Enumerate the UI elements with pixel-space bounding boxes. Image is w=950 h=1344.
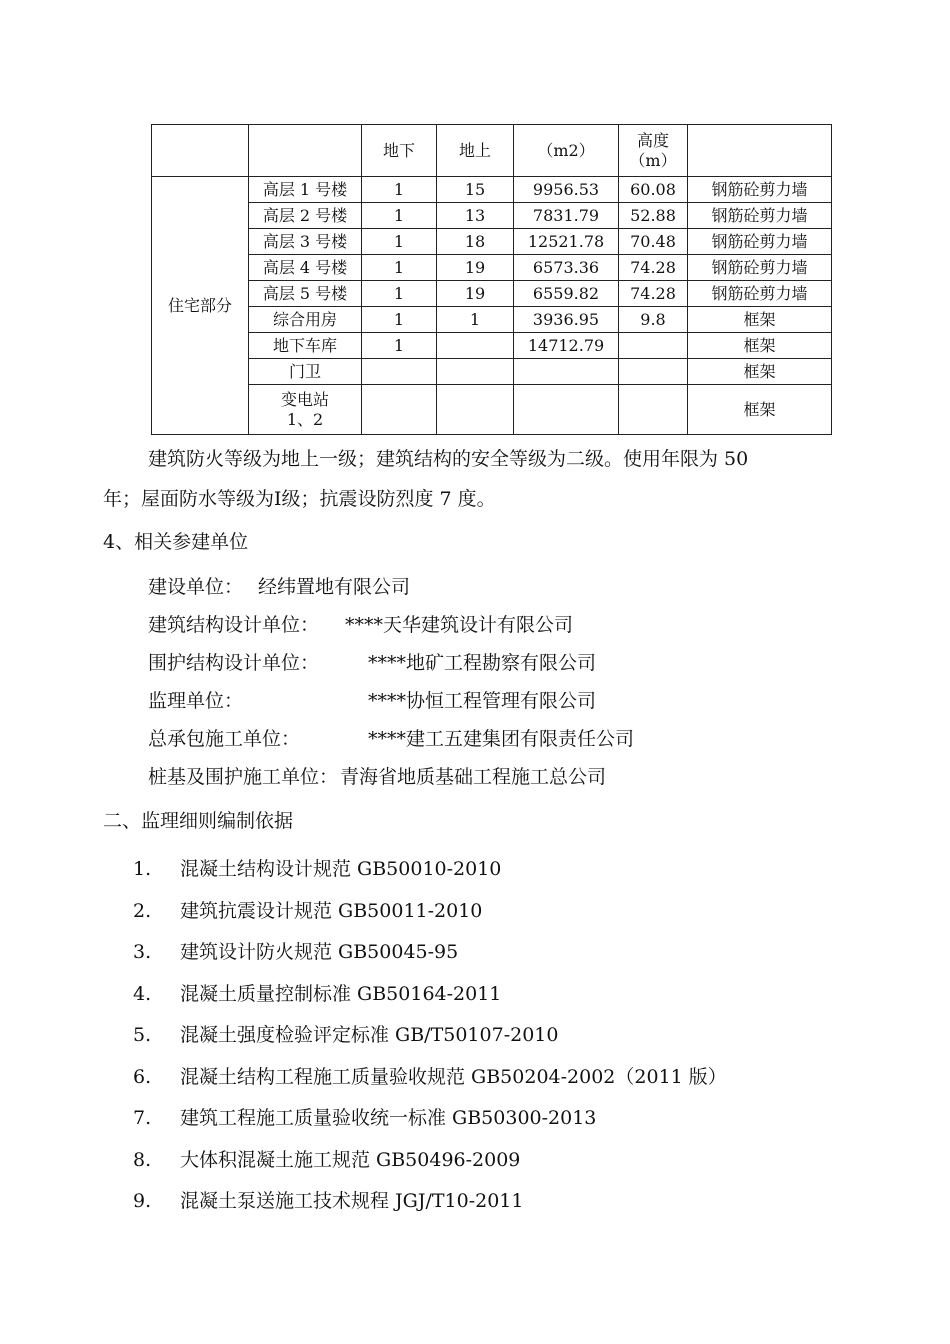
section-heading: 二、监理细则编制依据 [103,810,294,832]
table-row [152,333,832,359]
list-number: 7. [133,1107,152,1129]
group-label: 住宅部分 [152,177,249,435]
floors-above [437,359,514,385]
table-row [152,255,832,281]
height: 70.48 [619,229,688,255]
structure: 框架 [688,385,832,435]
building-name: 高层 3 号楼 [249,229,362,255]
table-row [152,229,832,255]
area: 3936.95 [514,307,619,333]
area: 6559.82 [514,281,619,307]
floors-above: 19 [437,281,514,307]
list-item: 大体积混凝土施工规范 GB50496-2009 [180,1149,521,1171]
structure: 钢筋砼剪力墙 [688,177,832,203]
unit-value: ****协恒工程管理有限公司 [368,690,597,712]
header-area: （m2） [514,125,619,177]
table-row [152,307,832,333]
list-number: 8. [133,1149,152,1171]
floors-below: 1 [362,333,437,359]
height [619,359,688,385]
structure: 钢筋砼剪力墙 [688,229,832,255]
unit-label: 监理单位： [148,690,244,712]
unit-label: 总承包施工单位： [148,728,301,750]
height: 74.28 [619,255,688,281]
list-item: 混凝土强度检验评定标准 GB/T50107-2010 [180,1024,559,1046]
structure: 框架 [688,359,832,385]
floors-below: 1 [362,177,437,203]
list-item: 混凝土泵送施工技术规程 JGJ/T10-2011 [180,1190,524,1212]
header-cell [688,125,832,177]
list-item: 混凝土质量控制标准 GB50164-2011 [180,983,502,1005]
building-name: 高层 2 号楼 [249,203,362,229]
building-name: 变电站 1、2 [249,385,362,435]
structure: 钢筋砼剪力墙 [688,203,832,229]
list-number: 1. [133,858,152,880]
floors-below [362,359,437,385]
height: 52.88 [619,203,688,229]
area: 7831.79 [514,203,619,229]
section-heading: 4、相关参建单位 [103,531,249,553]
list-item: 混凝土结构设计规范 GB50010-2010 [180,858,502,880]
unit-label: 建设单位： [148,576,244,598]
unit-value: 经纬置地有限公司 [258,576,411,598]
unit-label: 建筑结构设计单位： [148,614,320,636]
table-row [152,177,832,203]
floors-below: 1 [362,203,437,229]
floors-below: 1 [362,281,437,307]
unit-value: 青海省地质基础工程施工总公司 [340,766,607,788]
list-number: 4. [133,983,152,1005]
floors-below [362,385,437,435]
list-number: 3. [133,941,152,963]
building-name: 门卫 [249,359,362,385]
structure: 框架 [688,307,832,333]
header-cell [249,125,362,177]
table-header-row [152,125,832,177]
list-item: 建筑设计防火规范 GB50045-95 [180,941,459,963]
table-row [152,385,832,435]
unit-label: 桩基及围护施工单位： [148,766,339,788]
structure: 钢筋砼剪力墙 [688,281,832,307]
area: 12521.78 [514,229,619,255]
floors-above [437,385,514,435]
paragraph-line: 建筑防火等级为地上一级；建筑结构的安全等级为二级。使用年限为 50 [148,448,749,470]
floors-above: 18 [437,229,514,255]
floors-above: 13 [437,203,514,229]
height: 74.28 [619,281,688,307]
floors-above: 15 [437,177,514,203]
unit-value: ****建工五建集团有限责任公司 [368,728,635,750]
height [619,385,688,435]
header-cell [152,125,249,177]
area [514,385,619,435]
floors-above: 19 [437,255,514,281]
height [619,333,688,359]
structure: 框架 [688,333,832,359]
area [514,359,619,385]
unit-value: ****地矿工程勘察有限公司 [368,652,597,674]
list-number: 9. [133,1190,152,1212]
unit-value: ****天华建筑设计有限公司 [345,614,574,636]
floors-below: 1 [362,229,437,255]
floors-above [437,333,514,359]
building-name: 地下车库 [249,333,362,359]
area: 9956.53 [514,177,619,203]
list-item: 建筑抗震设计规范 GB50011-2010 [180,900,483,922]
floors-below: 1 [362,255,437,281]
height: 9.8 [619,307,688,333]
floors-below: 1 [362,307,437,333]
building-name: 高层 5 号楼 [249,281,362,307]
paragraph-line: 年；屋面防水等级为Ⅰ级；抗震设防烈度 7 度。 [103,488,496,510]
table-row [152,281,832,307]
building-table [151,124,832,435]
floors-above: 1 [437,307,514,333]
area: 14712.79 [514,333,619,359]
building-name: 高层 4 号楼 [249,255,362,281]
building-name: 高层 1 号楼 [249,177,362,203]
header-floors-below: 地下 [362,125,437,177]
header-height: 高度 （m） [619,125,688,177]
list-item: 建筑工程施工质量验收统一标准 GB50300-2013 [180,1107,597,1129]
list-number: 6. [133,1066,152,1088]
list-number: 5. [133,1024,152,1046]
header-floors-above: 地上 [437,125,514,177]
table-row [152,359,832,385]
area: 6573.36 [514,255,619,281]
structure: 钢筋砼剪力墙 [688,255,832,281]
table-row [152,203,832,229]
list-item: 混凝土结构工程施工质量验收规范 GB50204-2002（2011 版） [180,1066,727,1088]
list-number: 2. [133,900,152,922]
building-name: 综合用房 [249,307,362,333]
unit-label: 围护结构设计单位： [148,652,320,674]
height: 60.08 [619,177,688,203]
